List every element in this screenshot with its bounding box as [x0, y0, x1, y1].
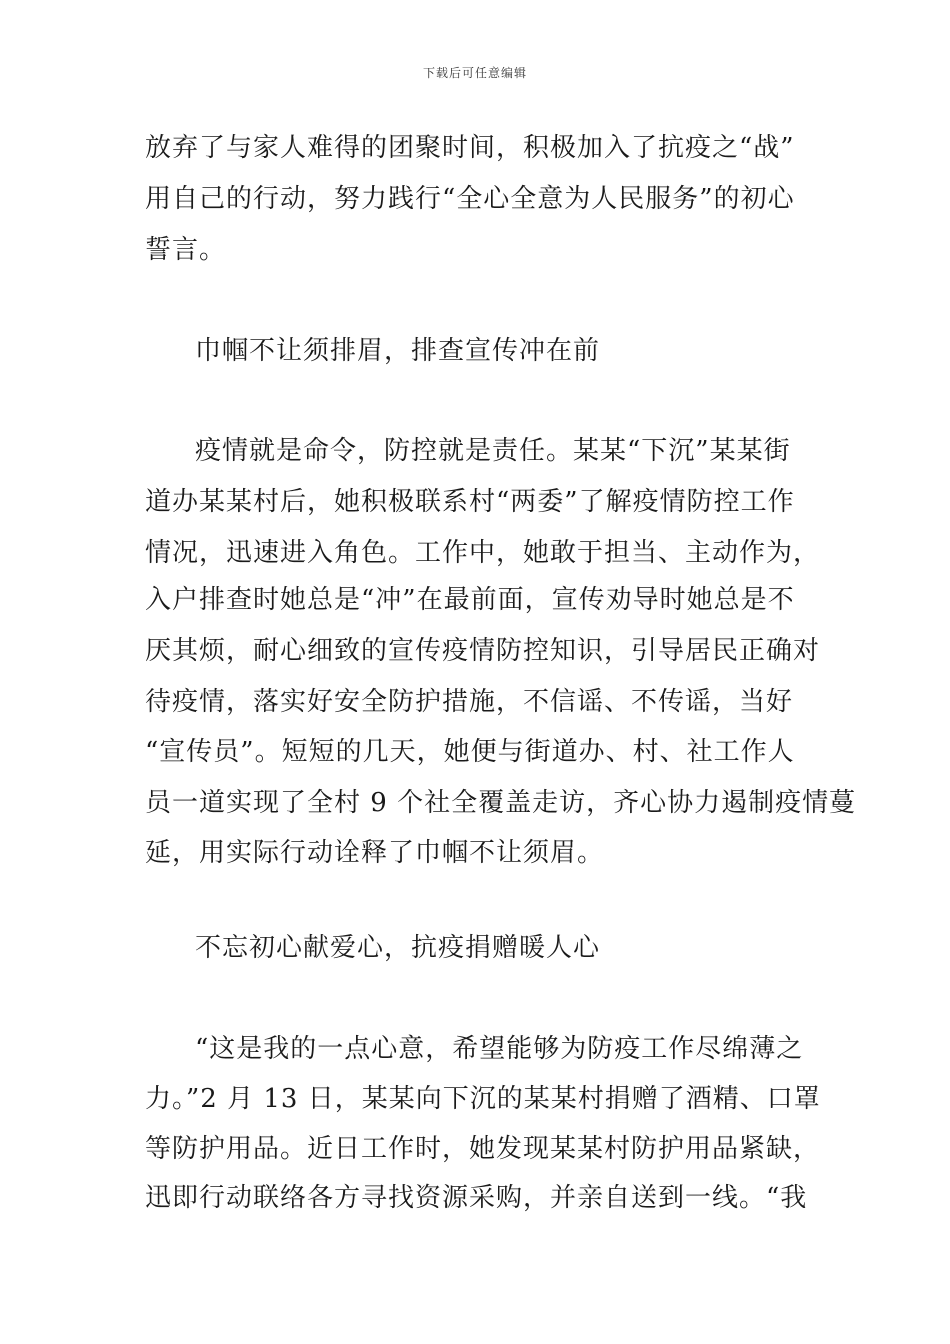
- paragraph-line: 力。”2 月 13 日，某某向下沉的某某村捐赠了酒精、口罩: [145, 1084, 821, 1114]
- paragraph-line: 延，用实际行动诠释了巾帼不让须眉。: [145, 838, 605, 868]
- paragraph-line: 等防护用品。近日工作时，她发现某某村防护用品紧缺，: [145, 1134, 821, 1164]
- section-heading: 巾帼不让须排眉，排查宣传冲在前: [195, 336, 601, 366]
- paragraph-line: 厌其烦，耐心细致的宣传疫情防控知识，引导居民正确对: [145, 636, 821, 666]
- paragraph-line: 入户排查时她总是“冲”在最前面，宣传劝导时她总是不: [145, 585, 795, 615]
- section-heading: 不忘初心献爱心，抗疫捐赠暖人心: [195, 933, 601, 963]
- paragraph-line: 用自己的行动，努力践行“全心全意为人民服务”的初心: [145, 184, 795, 214]
- paragraph-line: 放弃了与家人难得的团聚时间，积极加入了抗疫之“战”: [145, 133, 795, 163]
- paragraph-line: 员一道实现了全村 9 个社全覆盖走访，齐心协力遏制疫情蔓: [145, 788, 857, 818]
- paragraph-line: “这是我的一点心意，希望能够为防疫工作尽绵薄之: [195, 1034, 804, 1064]
- paragraph-line: 疫情就是命令，防控就是责任。某某“下沉”某某街: [195, 436, 791, 466]
- paragraph-line: 誓言。: [145, 235, 227, 265]
- paragraph-line: 情况，迅速进入角色。工作中，她敢于担当、主动作为，: [145, 538, 821, 568]
- paragraph-line: “宣传员”。短短的几天，她便与街道办、村、社工作人: [145, 737, 795, 767]
- paragraph-line: 道办某某村后，她积极联系村“两委”了解疫情防控工作: [145, 487, 795, 517]
- page-header: 下载后可任意编辑: [422, 66, 527, 80]
- paragraph-line: 迅即行动联络各方寻找资源采购，并亲自送到一线。“我: [145, 1183, 808, 1213]
- paragraph-line: 待疫情，落实好安全防护措施，不信谣、不传谣，当好: [145, 687, 794, 717]
